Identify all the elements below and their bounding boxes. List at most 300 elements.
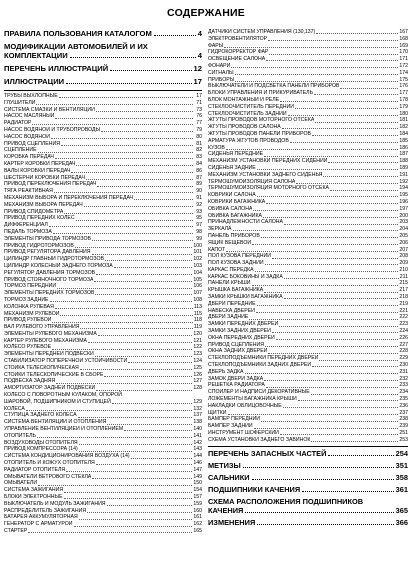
toc-entry — [4, 154, 202, 161]
page-number: 229 — [399, 355, 408, 362]
entry-last-line — [208, 506, 408, 515]
dot-leader — [255, 271, 399, 272]
dot-leader — [96, 274, 192, 275]
toc-entry — [208, 260, 408, 267]
toc-entry — [4, 378, 202, 385]
dot-leader — [265, 264, 399, 265]
dot-leader — [257, 305, 399, 306]
toc-entry — [208, 206, 408, 213]
dot-leader — [319, 360, 398, 361]
toc-entry — [208, 423, 408, 430]
toc-entry — [4, 290, 202, 297]
entry-title: БАМПЕР ПЕРЕДНИЙ — [208, 416, 260, 423]
dot-leader — [314, 94, 398, 95]
entry-title: ПРИВОД РУЛЕВОЙ — [4, 317, 52, 324]
toc-entry — [4, 480, 202, 487]
entry-title: ДАТЧИКИ СИСТЕМ УПРАВЛЕНИЯ (130,137) — [208, 29, 316, 35]
dot-leader — [92, 240, 193, 241]
page-number: 209 — [399, 260, 408, 267]
toc-entry — [4, 392, 202, 406]
dot-leader — [279, 326, 398, 327]
dot-leader — [32, 124, 193, 125]
page-number: 185 — [399, 137, 408, 144]
dot-leader — [280, 101, 398, 102]
dot-leader — [61, 145, 193, 146]
page-number: 141 — [193, 432, 202, 439]
dot-leader — [268, 353, 398, 354]
toc-entry — [4, 311, 202, 318]
entry-title: МЕХАНИЗМ ВЫБОРА И ПЕРЕКЛЮЧЕНИЯ ПЕРЕДАЧ — [4, 194, 134, 201]
toc-entry — [208, 355, 408, 362]
toc-entry — [4, 277, 202, 284]
entry-title: ПАНЕЛЬ ПРИБОРОВ — [208, 232, 260, 239]
page-number: 123 — [193, 351, 202, 358]
entry-title: КАРКАС ПЕРЕДКА — [208, 266, 254, 273]
toc-entry — [208, 396, 408, 403]
entry-title: ПАНЕЛИ КРЫШИ — [208, 280, 251, 287]
dot-leader — [228, 414, 399, 415]
toc-entry — [208, 247, 408, 254]
toc-entry — [4, 474, 202, 481]
dot-leader — [104, 376, 192, 377]
toc-entry — [208, 403, 408, 410]
toc-entry — [4, 460, 202, 467]
dot-leader — [226, 251, 398, 252]
toc-entry — [208, 348, 408, 355]
page-number: 192 — [399, 178, 408, 185]
entry-title: СИДЕНЬЯ ПЕРЕДНИЕ — [208, 151, 264, 158]
entry-title: ПРАВИЛА ПОЛЬЗОВАНИЯ КАТАЛОГОМ — [4, 29, 152, 38]
entry-title: АРМАТУРА ЖГУТОВ ПРОВОДОВ — [208, 137, 289, 144]
page-number: 222 — [399, 314, 408, 321]
page-number: 120 — [193, 330, 202, 337]
page-number: 154 — [193, 487, 202, 494]
toc-entry — [4, 161, 202, 168]
entry-title: ВАЛЫ КОРОБКИ ПЕРЕДАЧ — [4, 167, 71, 174]
entry-title: СТАБИЛИЗАТОР ПОПЕРЕЧНОЙ УСТОЙЧИВОСТИ — [4, 358, 128, 365]
toc-right-column — [208, 29, 408, 530]
toc-entry — [4, 528, 202, 535]
entry-title: САЛЬНИКИ — [208, 472, 250, 482]
dot-leader — [254, 428, 399, 429]
toc-entry — [4, 127, 202, 134]
dot-leader — [276, 339, 399, 340]
page-number: 187 — [399, 151, 408, 158]
toc-entry — [4, 508, 202, 515]
entry-title: ПРИВОД СЦЕПЛЕНИЯ — [208, 341, 264, 348]
toc-entry — [4, 365, 202, 372]
toc-entry — [208, 63, 408, 70]
dot-leader — [261, 421, 398, 422]
entry-title: СИСТЕМА СМАЗКИ И ВЕНТИЛЯЦИИ — [4, 106, 95, 113]
toc-entry — [4, 521, 202, 528]
dot-leader — [231, 67, 398, 68]
toc-entry — [208, 43, 408, 50]
entry-title: ПРИБОРЫ — [208, 76, 235, 83]
entry-title: ЭЛЕМЕНТЫ ПЕРЕДНЕЙ ПОДВЕСКИ — [4, 351, 94, 358]
page-number: 227 — [399, 341, 408, 348]
dot-leader — [38, 485, 192, 486]
toc-entry — [208, 192, 408, 199]
entry-title: ТРУБЫ ВЫХЛОПНЫЕ — [4, 93, 58, 99]
toc-entry — [4, 344, 202, 351]
toc-entry — [208, 138, 408, 145]
entry-title: СИГНАЛЫ — [208, 69, 234, 76]
entry-title: ЦИЛИНДР КОЛЕСНЫЙ ЗАДНЕГО ТОРМОЗА — [4, 262, 113, 269]
page-number: 101 — [193, 249, 202, 256]
toc-entry — [208, 179, 408, 186]
toc-entry — [208, 158, 408, 165]
dot-leader — [76, 165, 193, 166]
page-number: 189 — [399, 164, 408, 171]
entry-title: ГЕНЕРАТОР С АРМАТУРОЙ — [4, 521, 73, 528]
toc-entry — [4, 419, 202, 426]
entry-title: КАПОТ — [208, 246, 226, 253]
dot-leader — [37, 437, 192, 438]
entry-title: ОКНА ПЕРЕДНИХ ДВЕРЕЙ — [208, 334, 275, 341]
dot-leader — [66, 83, 191, 84]
entry-title: АМОРТИЗАТОР ЗАДНЕЙ ПОДВЕСКИ — [4, 385, 96, 392]
dot-leader — [252, 285, 399, 286]
entry-title: ОТОПИТЕЛЬ И КОЖУХ ОТОПИТЕЛЯ — [4, 460, 95, 467]
page-number: 235 — [399, 396, 408, 403]
page-number: 86 — [196, 167, 202, 174]
toc-entry — [208, 117, 408, 124]
entry-title: ФАРЫ — [208, 42, 224, 49]
dot-leader — [71, 172, 193, 173]
page-number: 140 — [193, 426, 202, 433]
entry-title: КАЧЕНИЯ — [208, 505, 244, 515]
toc-section — [4, 77, 202, 86]
dot-leader — [235, 74, 399, 75]
entry-title: ФОНАРИ — [208, 62, 231, 69]
toc-entry — [208, 90, 408, 97]
dot-leader — [272, 258, 398, 259]
page-number: 71 — [196, 99, 202, 106]
page-number: 105 — [193, 276, 202, 283]
toc-entry — [208, 151, 408, 158]
toc-entry — [208, 362, 408, 369]
dot-leader — [265, 346, 398, 347]
dot-leader — [110, 70, 191, 71]
page-number: 157 — [193, 494, 202, 501]
entry-title: СИСТЕМА ЗАЖИГАНИЯ — [4, 487, 64, 494]
page-number: 179 — [399, 103, 408, 110]
dot-leader — [315, 122, 398, 123]
page-number: 127 — [193, 378, 202, 385]
page-number: 17 — [193, 77, 202, 86]
toc-entry — [208, 267, 408, 274]
toc-entry — [4, 446, 202, 453]
toc-entry — [208, 70, 408, 77]
dot-leader — [295, 108, 398, 109]
dot-leader — [280, 434, 399, 435]
toc-section — [208, 461, 408, 470]
dot-leader — [52, 322, 192, 323]
page-number: 118 — [193, 317, 202, 324]
entry-title: ЖГУТЫ ПРОВОДОВ МОТОРНОГО ОТСЕКА — [208, 117, 315, 124]
page-number: 76 — [196, 113, 202, 120]
dot-leader — [56, 383, 192, 384]
toc-entry — [208, 314, 408, 321]
page-number: 103 — [193, 262, 202, 269]
dot-leader — [256, 312, 398, 313]
page-number: 215 — [399, 280, 408, 287]
dot-leader — [96, 464, 193, 465]
page-number: 176 — [399, 83, 408, 90]
dot-leader — [284, 298, 399, 299]
page-number: 93 — [196, 208, 202, 215]
entry-title: ГЛУШИТЕЛИ — [4, 99, 36, 106]
dot-leader — [264, 156, 398, 157]
page-number: 165 — [193, 528, 202, 534]
page-number: 351 — [395, 460, 408, 470]
dot-leader — [261, 237, 399, 238]
toc-entry — [208, 328, 408, 335]
dot-leader — [226, 149, 399, 150]
dot-leader — [87, 512, 192, 513]
toc-entry — [4, 100, 202, 107]
entry-title: ОСВЕЩЕНИЕ САЛОНА — [208, 56, 266, 63]
dot-leader — [328, 455, 393, 456]
dot-leader — [328, 162, 398, 163]
dot-leader — [131, 458, 193, 459]
page-number: 102 — [193, 256, 202, 263]
toc-entry — [4, 222, 202, 229]
page-number: 182 — [399, 124, 408, 131]
entry-title: ШЕСТЕРНИ КОРОБКИ ПЕРЕДАЧ — [4, 174, 85, 181]
entry-title: ВОЗДУХОВОДЫ ОТОПИТЕЛЯ — [4, 439, 78, 446]
toc-entry — [208, 280, 408, 287]
dot-leader — [252, 244, 398, 245]
entry-title: ПРИВОД ПЕРЕДНИХ КОЛЕС — [4, 215, 75, 222]
page-number: 113 — [193, 303, 202, 310]
page-number: 253 — [399, 436, 408, 443]
entry-title: НАСОС ВОДЯНОЙ — [4, 133, 50, 140]
toc-entry — [208, 145, 408, 152]
entry-title: НАКЛАДКИ ОБЛИЦОВОЧНЫЕ — [208, 402, 282, 409]
entry-title: УПРАВЛЕНИЕ ВЕНТИЛЯЦИЕЙ И ОТОПЛЕНИЕМ — [4, 426, 124, 433]
entry-title: СТОЙКИ ТЕЛЕСКОПИЧЕСКИЕ В СБОРЕ — [4, 371, 104, 378]
dot-leader — [266, 387, 399, 388]
toc-section — [4, 64, 202, 73]
dot-leader — [98, 335, 192, 336]
toc-entry — [4, 195, 202, 202]
page-number: 224 — [399, 328, 408, 335]
dot-leader — [49, 226, 193, 227]
entry-title: РАДИАТОР ОТОПИТЕЛЯ — [4, 466, 66, 473]
entry-title: БАМПЕР ЗАДНИЙ — [208, 423, 253, 430]
page-number: 228 — [399, 348, 408, 355]
dot-leader — [50, 301, 193, 302]
dot-leader — [245, 373, 399, 374]
toc-entry — [4, 134, 202, 141]
dot-leader — [28, 532, 192, 533]
dot-leader — [264, 292, 398, 293]
toc-entry — [208, 131, 408, 138]
toc-entry — [208, 56, 408, 63]
page-number: 195 — [399, 192, 408, 199]
entry-title: НАСОС МАСЛЯНЫЙ — [4, 113, 55, 120]
page-number: 159 — [193, 500, 202, 507]
entry-title: МЕХАНИЗМ УСТАНОВКИ ЗАДНЕГО СИДЕНЬЯ — [208, 171, 323, 178]
toc-entry — [4, 236, 202, 243]
toc-entry — [4, 406, 202, 413]
dot-leader — [92, 254, 193, 255]
toc-entry — [4, 263, 202, 270]
page-number: 150 — [193, 480, 202, 487]
page-number: 146 — [193, 460, 202, 467]
toc-section — [208, 473, 408, 482]
entry-title: ТЯГА РЕАКТИВНАЯ — [4, 188, 53, 195]
toc-entry — [4, 249, 202, 256]
entry-title: ПОЛ КУЗОВА ЗАДНИЙ — [208, 260, 264, 267]
entry-title: ЩИТКИ — [208, 409, 227, 416]
dot-leader — [312, 135, 398, 136]
entry-title: ЭЛЕМЕНТЫ РУЛЕВОГО МЕХАНИЗМА — [4, 330, 97, 337]
entry-title: ДИФФЕРЕНЦИАЛ — [4, 222, 48, 229]
toc-entry — [4, 120, 202, 127]
entry-title: ПРИВОД КОМПРЕССОРА (14) — [4, 446, 78, 453]
entry-title: СИСТЕМА КОНДИЦИОНИРОВАНИЯ ВОЗДУХА (14) — [4, 453, 130, 460]
page-number: 251 — [399, 430, 408, 437]
toc-entry — [4, 433, 202, 440]
page-number: 170 — [399, 49, 408, 56]
toc-entry — [4, 358, 202, 365]
toc-entry — [208, 226, 408, 233]
page-number: 365 — [395, 505, 408, 515]
entry-title: СТЕКЛООЧИСТИТЕЛЬ ПЕРЕДНИЙ — [208, 103, 294, 110]
toc-entry — [208, 111, 408, 118]
entry-title: РАСПРЕДЕЛИТЕЛЬ ЗАЖИГАНИЯ — [4, 507, 87, 514]
page-number: 197 — [399, 205, 408, 212]
page-number: 196 — [399, 198, 408, 205]
dot-leader — [53, 233, 193, 234]
page-number: 82 — [196, 147, 202, 154]
dot-leader — [128, 362, 192, 363]
dot-leader — [79, 444, 193, 445]
entry-title: ЦИЛИНДР ГЛАВНЫЙ ГИДРОТОРМОЗОВ — [4, 256, 104, 263]
dot-leader — [36, 104, 193, 105]
page-number: 239 — [399, 423, 408, 430]
page-title: СОДЕРЖАНИЕ — [167, 7, 245, 19]
page-number: 90 — [196, 188, 202, 195]
entry-title: ПРИВОД СЦЕПЛЕНИЯ — [4, 140, 60, 147]
entry-title: ПРИВОД ПЕРЕКЛЮЧЕНИЯ ПЕРЕДАЧ — [4, 181, 97, 188]
entry-title: КОЛЕСО С ПОВОРОТНЫМ КУЛАКОМ, ОПОРОЙ — [4, 392, 123, 399]
dot-leader — [94, 281, 192, 282]
entry-title: РЕГУЛЯТОР ДАВЛЕНИЯ ТОРМОЗОВ — [4, 269, 96, 276]
page-number: 206 — [399, 239, 408, 246]
toc-entry — [208, 49, 408, 56]
dot-leader — [257, 169, 399, 170]
page-number: 79 — [196, 126, 202, 133]
entry-title: КАРТЕР РУЛЕВОГО МЕХАНИЗМА — [4, 337, 87, 344]
page-number: 223 — [399, 321, 408, 328]
dot-leader — [114, 267, 193, 268]
toc-entry — [4, 147, 202, 154]
toc-entry — [208, 213, 408, 220]
dot-leader — [252, 479, 394, 480]
dot-leader — [154, 35, 196, 36]
entry-title: ОМЫВАТЕЛИ ВЕТРОВОГО СТЕКЛА — [4, 473, 92, 480]
dot-leader — [84, 206, 193, 207]
page-number: 12 — [193, 64, 202, 73]
dot-leader — [105, 260, 192, 261]
entry-title: СТОЙКА ТЕЛЕСКОПИЧЕСКАЯ — [4, 364, 79, 371]
entry-title: ЖГУТЫ ПРОВОДОВ ПАНЕЛИ ПРИБОРОВ — [208, 130, 311, 137]
entry-title: ОКНА ЗАДНИХ ДВЕРЕЙ — [208, 348, 268, 355]
dot-leader — [95, 356, 193, 357]
entry-title: ИЛЛЮСТРАЦИИ — [4, 77, 65, 86]
dot-leader — [124, 430, 192, 431]
page-number: 177 — [399, 90, 408, 97]
dot-leader — [64, 213, 193, 214]
toc-entry — [4, 426, 202, 433]
dot-leader — [79, 451, 193, 452]
entry-title: МЕХАНИЗМ РУЛЕВОЙ — [4, 310, 60, 317]
page-number: 211 — [399, 273, 408, 280]
entry-title: ТЕРМОШУМОИЗОЛЯЦИЯ МОТОРНОГО ОТСЕКА — [208, 185, 329, 192]
entry-title: СТЕКЛОПОДЪЕМНИКИ ЗАДНИХ ДВЕРЕЙ — [208, 362, 312, 369]
page-number: 204 — [399, 226, 408, 233]
entry-title: ЭЛЕКТРОВЕНТИЛЯТОР — [208, 35, 268, 42]
toc-entry — [208, 233, 408, 240]
page-number: 233 — [399, 382, 408, 389]
page-number: 207 — [399, 246, 408, 253]
page-number: 92 — [196, 201, 202, 208]
page-number: 138 — [193, 419, 202, 426]
divider — [208, 446, 408, 447]
entry-title: ШАРОВОЙ, ПОДШИПНИКОМ И СТУПИЦЕЙ — [4, 398, 111, 405]
toc-entry — [208, 287, 408, 294]
dot-leader — [64, 498, 193, 499]
page-number: 137 — [193, 412, 202, 419]
dot-leader — [257, 196, 399, 197]
page-number: 121 — [193, 337, 202, 344]
toc-entry — [4, 283, 202, 290]
page-number: 81 — [196, 140, 202, 147]
entry-title: СТЕКЛОПОДЪЕМНИКИ ПЕРЕДНИХ ДВЕРЕЙ — [208, 355, 319, 362]
page-number: 221 — [399, 307, 408, 314]
dot-leader — [51, 138, 193, 139]
dot-leader — [76, 220, 193, 221]
page-number: 147 — [193, 466, 202, 473]
toc-entry — [4, 440, 202, 447]
dot-leader — [269, 54, 398, 55]
entry-title: КОЛОНКА РУЛЕВАЯ — [4, 303, 54, 310]
page-number: 230 — [399, 362, 408, 369]
entry-title: СХЕМА РАСПОЛОЖЕНИЯ ПОДШИПНИКОВ — [208, 496, 364, 506]
toc-entry — [4, 93, 202, 100]
dot-leader — [78, 417, 193, 418]
dot-leader — [55, 118, 193, 119]
entry-title: ТЕРМОШУМОИЗОЛЯЦИЯ САЛОНА — [208, 178, 296, 185]
dot-leader — [54, 192, 193, 193]
dot-leader — [88, 342, 192, 343]
toc-entry — [4, 229, 202, 236]
toc-entry — [4, 175, 202, 182]
toc-entry — [4, 297, 202, 304]
toc-entry — [4, 514, 202, 521]
page-number: 174 — [399, 69, 408, 76]
entry-title: ПЕДАЛЬ ТОРМОЗА — [4, 228, 52, 235]
toc-entry — [208, 369, 408, 376]
entry-title: СИДЕНЬЯ ЗАДНИЕ — [208, 164, 256, 171]
entry-title: КОЛЕСА — [4, 405, 25, 412]
dot-leader — [55, 158, 193, 159]
page-number: 17 — [196, 93, 202, 99]
